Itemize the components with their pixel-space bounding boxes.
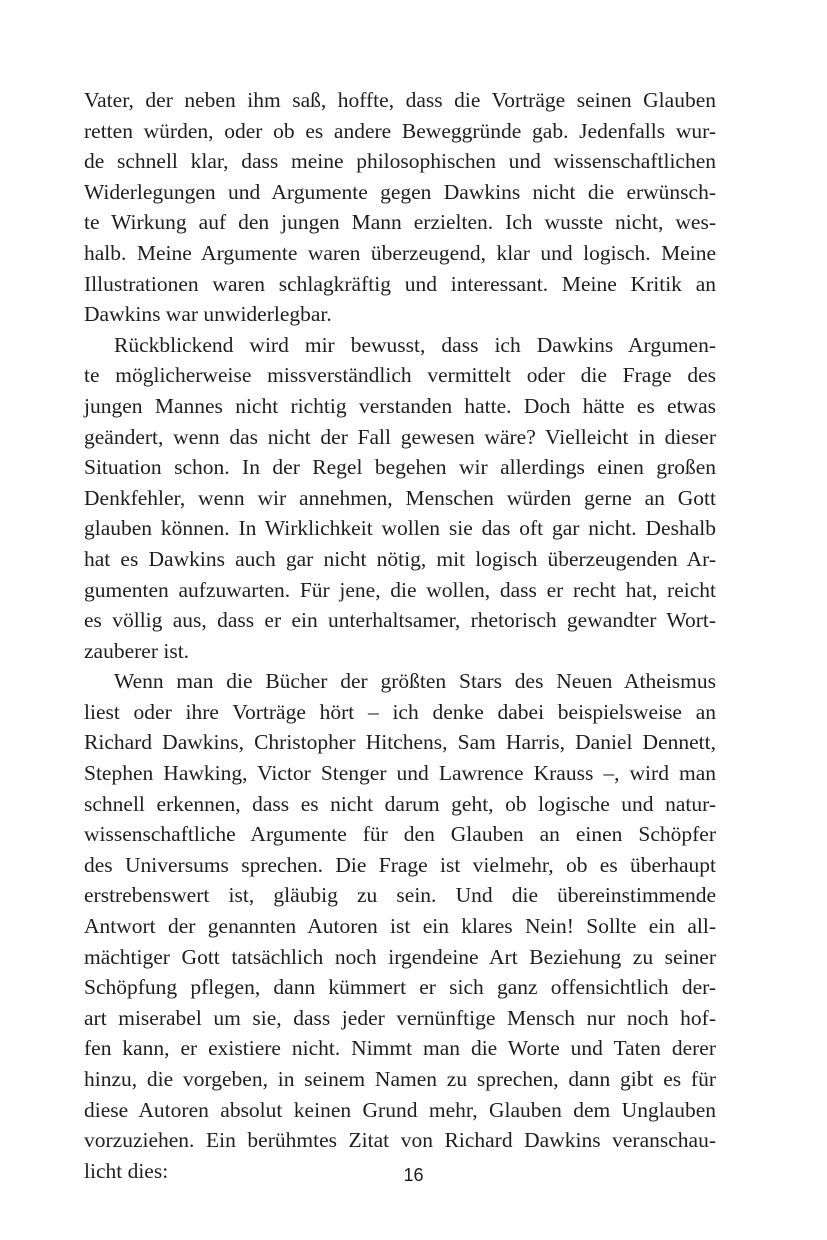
text-line: mächtiger Gott tatsächlich noch irgendeine Art Beziehung zu seiner <box>84 944 716 969</box>
text-line: Dawkins war unwiderlegbar. <box>84 302 332 327</box>
text-line: halb. Meine Argumente waren überzeugend, klar und logisch. Meine <box>84 240 716 265</box>
text-line: jungen Mannes nicht richtig verstanden hatte. Doch hätte es etwas <box>84 393 716 418</box>
text-line: Situation schon. In der Regel begehen wir allerdings einen großen <box>84 455 716 480</box>
text-line: Rückblickend wird mir bewusst, dass ich Dawkins Argumen- <box>114 332 716 357</box>
page-number: 16 <box>403 1165 424 1185</box>
text-line: Illustrationen waren schlagkräftig und interessant. Meine Kritik an <box>84 271 716 296</box>
text-line: geändert, wenn das nicht der Fall gewesen wäre? Vielleicht in dieser <box>84 424 716 449</box>
text-line: diese Autoren absolut keinen Grund mehr, Glauben dem Unglauben <box>84 1097 716 1122</box>
text-line: te Wirkung auf den jungen Mann erzielten. Ich wusste nicht, wes- <box>84 210 716 235</box>
text-line: Antwort der genannten Autoren ist ein klares Nein! Sollte ein all- <box>84 914 716 939</box>
text-line: te möglicherweise missverständlich vermittelt oder die Frage des <box>84 363 716 388</box>
text-line: Schöpfung pflegen, dann kümmert er sich ganz offensichtlich der- <box>84 975 716 1000</box>
text-line: fen kann, er existiere nicht. Nimmt man die Worte und Taten derer <box>84 1036 716 1061</box>
text-line: de schnell klar, dass meine philosophischen und wissenschaftlichen <box>84 149 716 174</box>
text-line: licht dies: <box>84 1158 169 1183</box>
text-line: gumenten aufzuwarten. Für jene, die wollen, dass er recht hat, reicht <box>84 577 716 602</box>
text-line: wissenschaftliche Argumente für den Glauben an einen Schöpfer <box>84 822 716 847</box>
text-line: retten würden, oder ob es andere Beweggründe gab. Jedenfalls wur- <box>84 118 716 143</box>
text-line: zauberer ist. <box>84 638 190 663</box>
text-line: Richard Dawkins, Christopher Hitchens, Sam Harris, Daniel Dennett, <box>84 730 716 755</box>
text-line: erstrebenswert ist, gläubig zu sein. Und die übereinstimmende <box>84 883 716 908</box>
text-line: des Universums sprechen. Die Frage ist vielmehr, ob es überhaupt <box>84 852 716 877</box>
text-line: hat es Dawkins auch gar nicht nötig, mit logisch überzeugenden Ar- <box>84 546 716 571</box>
text-line: Stephen Hawking, Victor Stenger und Lawrence Krauss –, wird man <box>84 761 716 786</box>
text-line: liest oder ihre Vorträge hört – ich denke dabei beispielsweise an <box>84 699 716 724</box>
body-text <box>84 85 716 1186</box>
text-line: vorzuziehen. Ein berühmtes Zitat von Richard Dawkins veranschau- <box>84 1128 716 1153</box>
text-line: schnell erkennen, dass es nicht darum geht, ob logische und natur- <box>84 791 716 816</box>
text-line: glauben können. In Wirklichkeit wollen sie das oft gar nicht. Deshalb <box>84 516 716 541</box>
text-line: hinzu, die vorgeben, in seinem Namen zu sprechen, dann gibt es für <box>84 1067 716 1091</box>
text-line: art miserabel um sie, dass jeder vernünftige Mensch nur noch hof- <box>84 1005 716 1030</box>
text-line: Wenn man die Bücher der größten Stars des Neuen Atheismus <box>114 669 716 694</box>
text-line: es völlig aus, dass er ein unterhaltsamer, rhetorisch gewandter Wort- <box>84 608 716 633</box>
text-line: Vater, der neben ihm saß, hoffte, dass die Vorträge seinen Glauben <box>84 88 716 112</box>
text-line: Widerlegungen und Argumente gegen Dawkins nicht die erwünsch- <box>84 179 716 204</box>
text-line: Denkfehler, wenn wir annehmen, Menschen würden gerne an Gott <box>84 485 716 510</box>
